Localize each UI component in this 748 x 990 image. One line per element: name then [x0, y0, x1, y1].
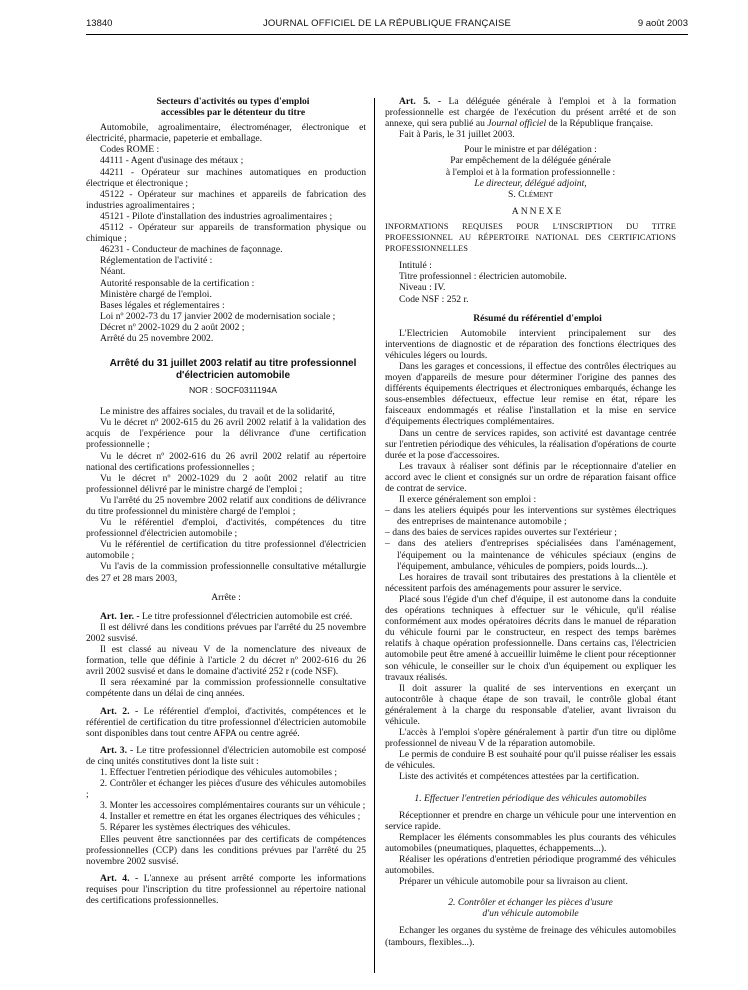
fait-a-paris: Fait à Paris, le 31 juillet 2003.	[399, 129, 515, 141]
page-number: 13840	[86, 18, 113, 29]
sectors-title: Secteurs d'activités ou types d'emploi	[156, 96, 310, 107]
titre-professionnel: Titre professionnel : électricien automobile.	[399, 271, 567, 283]
arrete-title: Arrêté du 31 juillet 2003 relatif au titre professionnel	[109, 358, 357, 370]
resume-para: Dans un centre de services rapides, son activité est davantage centrée sur l'entretien périodique des véhicules, la réalisation d'opérations de courte durée et la pose d'accessoires.	[385, 427, 676, 461]
unit-item: 5. Réparer les systèmes électriques des véhicules.	[100, 822, 291, 834]
visa-item: Vu l'arrêté du 25 novembre 2002 relatif aux conditions de délivrance du titre professionnel du ministère chargé de l'emploi ;	[86, 494, 366, 517]
code-item: 44211 - Opérateur sur machines automatiques en production électrique et électronique ;	[86, 166, 366, 189]
signature-line: à l'emploi et à la formation professionnelle :	[445, 166, 616, 178]
visa-item: Vu le référentiel de certification du titre professionnel d'électricien automobile ;	[86, 539, 366, 562]
section-1-title: 1. Effectuer l'entretien périodique des véhicules automobiles	[414, 792, 647, 804]
resume-para: Placé sous l'égide d'un chef d'équipe, il est autonome dans la conduite des opérations techniques à effectuer sur le véhicule, qu'il réalise conformément aux modes opératoires décrits dans le manuel de réparation du véhicule fourni par le constructeur, en respect des temps barèmes relatifs à chaque opération professionnelle. Dans certains cas, l'électricien automobile peut être amené à accueillir luimême le client pour réceptionner son véhicule, le conseiller sur le choix d'un équipement ou expliquer les travaux réalisés.	[385, 593, 676, 683]
code-item: 44111 - Agent d'usinage des métaux ;	[100, 155, 244, 167]
base-item: Loi nº 2002-73 du 17 janvier 2002 de modernisation sociale ;	[100, 310, 336, 322]
journal-title: JOURNAL OFFICIEL DE LA RÉPUBLIQUE FRANÇAISE	[262, 18, 512, 29]
visa-item: Vu l'avis de la commission professionnelle consultative métallurgie des 27 et 28 mars 2003,	[86, 561, 366, 584]
intitule-label: Intitulé :	[399, 260, 432, 272]
niveau: Niveau : IV.	[399, 282, 446, 294]
code-item: 46231 - Conducteur de machines de façonnage.	[100, 244, 283, 256]
autorite-value: Ministère chargé de l'emploi.	[100, 288, 212, 300]
unit-item: 3. Monter les accessoires complémentaires courants sur un véhicule ;	[100, 800, 366, 812]
issue-date: 9 août 2003	[637, 18, 688, 29]
article-1-para: Il est classé au niveau V de la nomenclature des niveaux de formation, telle que définie à l'article 2 du décret nº 2002-616 du 26 avril 2002 susvisé et dans le domaine d'activité 252 r (code NSF).	[86, 644, 366, 678]
section-2-title: 2. Contrôler et échanger les pièces d'usure	[448, 897, 613, 909]
resume-para: Il doit assurer la qualité de ses interventions en exerçant un autocontrôle à chaque étape de son travail, le contrôle global étant généralement à la charge du responsable d'atelier, avant livraison du véhicule.	[385, 682, 676, 727]
article-4: Art. 4. - L'annexe au présent arrêté comporte les informations requises pour l'inscription du titre professionnel au répertoire national des certifications professionnelles.	[86, 872, 366, 906]
unit-item: 4. Installer et remettre en état les organes électriques des véhicules ;	[100, 811, 361, 823]
signature-line: Par empêchement de la déléguée générale	[450, 155, 611, 167]
article-2: Art. 2. - Le référentiel d'emploi, d'activités, compétences et le référentiel de certification du titre professionnel d'électricien automobile sont disponibles dans tout centre AFPA ou centre agréé.	[86, 705, 367, 739]
section-2-title-2: d'un véhicule automobile	[482, 908, 579, 920]
sectors-title-2: accessibles par le détenteur du titre	[160, 107, 306, 119]
reglementation-label: Réglementation de l'activité :	[100, 255, 213, 267]
section-1-para: Remplacer les éléments consommables les plus courants des véhicules automobiles (pneumatiques, plaquettes, échappements...).	[385, 831, 676, 854]
resume-title: Résumé du référentiel d'emploi	[473, 312, 602, 324]
resume-para: L'accès à l'emploi s'opère généralement à partir d'un titre ou diplôme professionnel de niveau V de la réparation automobile.	[385, 727, 676, 750]
resume-para: Dans les garages et concessions, il effectue des contrôles électriques au moyen d'appareils de mesure pour déterminer l'origine des pannes des différents équipements électriques et électroniques embarqués, échange les sous-ensembles défectueux, effectue leur remise en état, répare les faisceaux endommagés et réalise l'installation et la mise en service d'équipements électriques complémentaires.	[385, 360, 676, 428]
dash-item: – dans les ateliers équipés pour les interventions sur systèmes électriques des entreprises de maintenance automobile ;	[385, 505, 676, 528]
code-item: 45121 - Pilote d'installation des industries agroalimentaires ;	[100, 210, 333, 222]
autorite-label: Autorité responsable de la certification :	[100, 277, 255, 289]
unit-item: 2. Contrôler et échanger les pièces d'usure des véhicules automobiles ;	[86, 778, 366, 801]
arrete-label: Arrête :	[211, 591, 241, 603]
signature-role: Le directeur, délégué adjoint,	[474, 177, 587, 189]
section-2-para: Echanger les organes du système de freinage des véhicules automobiles (tambours, flexibles...).	[385, 925, 676, 948]
base-item: Décret nº 2002-1029 du 2 août 2002 ;	[100, 321, 245, 333]
article-1-label: Art. 1er. -	[100, 610, 140, 622]
visa-item: Vu le référentiel d'emploi, d'activités, compétences du titre professionnel d'électricien automobile ;	[86, 517, 366, 540]
codes-rome-label: Codes ROME :	[100, 144, 160, 156]
nor-reference: NOR : SOCF0311194A	[188, 385, 278, 396]
header-rule	[86, 34, 688, 35]
dash-item: – dans des ateliers d'entreprises spécialisées dans l'aménagement, l'équipement ou la maintenance de véhicules spéciaux (engins de l'équipement, ambulance, véhicules de pompiers, poids lourds...).	[385, 538, 676, 572]
visa-item: Vu le décret nº 2002-615 du 26 avril 2002 relatif à la validation des acquis de l'expérience pour la délivrance d'une certification professionnelle ;	[86, 417, 366, 451]
dash-item: – dans des baies de services rapides ouvertes sur l'extérieur ;	[385, 527, 617, 539]
section-1-para: Réceptionner et prendre en charge un véhicule pour une intervention en service rapide.	[385, 809, 676, 832]
left-column	[86, 96, 366, 906]
visa-item: Vu le décret nº 2002-1029 du 2 août 2002 relatif au titre professionnel délivré par le ministre chargé de l'emploi ;	[86, 472, 366, 495]
resume-para: Liste des activités et compétences attestées par la certification.	[399, 771, 640, 783]
arrete-title-2: d'électricien automobile	[175, 369, 291, 381]
article-3-label: Art. 3. -	[100, 744, 134, 756]
article-4-label: Art. 4. -	[100, 872, 139, 884]
right-column	[385, 96, 676, 948]
resume-para: Le permis de conduire B est souhaité pour qu'il puisse réaliser les essais de véhicules.	[385, 749, 676, 772]
section-1-para: Réaliser les opérations d'entretien périodique programmé des véhicules automobiles.	[385, 854, 676, 877]
bases-label: Bases légales et réglementaires :	[100, 299, 225, 311]
article-1: Art. 1er. - Le titre professionnel d'électricien automobile est créé.	[100, 610, 353, 622]
annexe-subtitle: INFORMATIONS REQUISES POUR L'INSCRIPTION DU TITRE PROFESSIONNEL AU RÉPERTOIRE NATIONAL DES CERTIFICATIONS PROFESSIONNELLES	[385, 221, 676, 254]
sectors-text: Automobile, agroalimentaire, électroménager, électronique et électricité, pharmacie, papeterie et emballage.	[86, 122, 366, 145]
resume-para: Les horaires de travail sont tributaires des prestations à la clientèle et nécessitent parfois des aménagements pour assurer le service.	[385, 571, 676, 594]
article-3: Art. 3. - Le titre professionnel d'électricien automobile est composé de cinq unités constitutives dont la liste suit :	[86, 744, 367, 767]
signature-line: Pour le ministre et par délégation :	[464, 144, 597, 156]
article-5-label: Art. 5. -	[399, 96, 442, 107]
annexe-title: ANNEXE	[511, 205, 564, 217]
reglementation-value: Néant.	[100, 266, 126, 278]
visa-item: Vu le décret nº 2002-616 du 26 avril 2002 relatif au répertoire national des certifications professionnelles ;	[86, 450, 366, 473]
article-2-label: Art. 2. -	[100, 705, 139, 717]
code-nsf: Code NSF : 252 r.	[399, 293, 469, 305]
article-1-para: Il sera réexaminé par la commission professionnelle consultative compétente dans un délai de cinq années.	[86, 677, 366, 700]
base-item: Arrêté du 25 novembre 2002.	[100, 332, 214, 344]
unit-item: 1. Effectuer l'entretien périodique des véhicules automobiles ;	[100, 766, 338, 778]
article-5: Art. 5. - La déléguée générale à l'emploi et à la formation professionnelle est chargée de l'exécution du présent arrêté et de son annexe, qui sera publié au Journal officiel de la République française.	[385, 96, 676, 130]
resume-para: Les travaux à réaliser sont définis par le réceptionnaire d'atelier en accord avec le client et consignés sur un ordre de réparation faisant office de contrat de service.	[385, 460, 676, 494]
resume-para: Il exerce généralement son emploi :	[399, 494, 537, 506]
signatory-name: S. Clément	[508, 188, 553, 200]
column-divider	[374, 98, 375, 973]
journal-officiel: Journal officiel	[487, 118, 547, 130]
section-1-para: Préparer un véhicule automobile pour sa livraison au client.	[399, 876, 628, 888]
code-item: 45122 - Opérateur sur machines et appareils de fabrication des industries agroalimentaires ;	[86, 188, 366, 211]
ccp-text: Elles peuvent être sanctionnées par des certificats de compétences professionnelles (CCP) dans les conditions prévues par l'arrêté du 25 novembre 2002 susvisé.	[86, 833, 366, 867]
code-item: 45112 - Opérateur sur appareils de transformation physique ou chimique ;	[86, 222, 366, 245]
article-1-para: Il est délivré dans les conditions prévues par l'arrêté du 25 novembre 2002 susvisé.	[86, 621, 366, 644]
resume-para: L'Electricien Automobile intervient principalement sur des interventions de diagnostic et de réparation des fonctions électriques des véhicules légers ou lourds.	[385, 327, 676, 361]
visa-item: Le ministre des affaires sociales, du travail et de la solidarité,	[100, 406, 335, 418]
page-header	[86, 18, 688, 34]
